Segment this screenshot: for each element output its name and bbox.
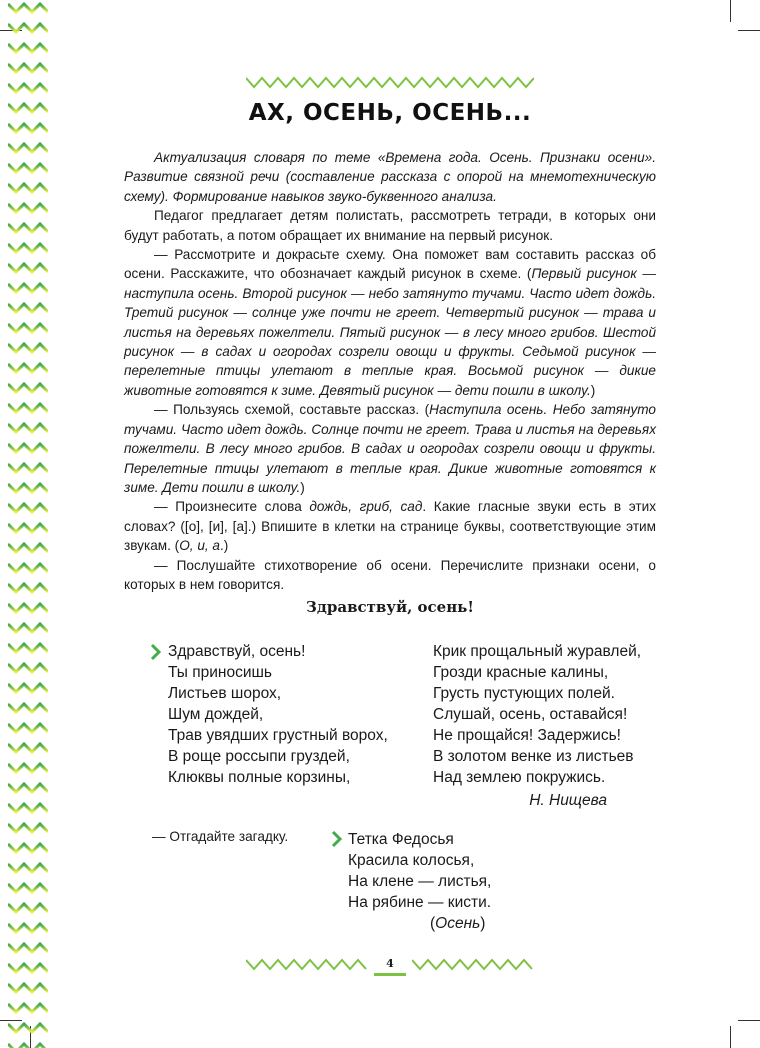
zigzag-line xyxy=(8,744,48,752)
zigzag-line xyxy=(8,84,48,92)
zigzag-line xyxy=(8,364,48,372)
paragraph: — Произнесите слова дождь, гриб, сад. Какие гласные звуки есть в этих словах? ([о], [и], [а].) Впишите в клетки на странице буквы, соответствующие этим звукам. (О, и, а.) xyxy=(124,499,656,554)
zigzag-line xyxy=(8,484,48,492)
zigzag-line xyxy=(8,644,48,652)
paragraph: — Послушайте стихотворение об осени. Перечислите признаки осени, о которых в нем говорится. xyxy=(124,557,656,592)
zigzag-line xyxy=(8,604,48,612)
zigzag-line xyxy=(8,824,48,832)
zigzag-line xyxy=(8,24,48,32)
zigzag-line xyxy=(8,204,48,212)
page-title: АХ, ОСЕНЬ, ОСЕНЬ... xyxy=(248,100,532,126)
zigzag-line xyxy=(8,864,48,872)
zigzag-line xyxy=(8,704,48,712)
paragraph: — Пользуясь схемой, составьте рассказ. (Наступила осень. Небо затянуто тучами. Часто идет дождь. Солнце почти не греет. Трава и листья на деревьях пожелтели. В лесу много грибов. В садах и огородах созрели овощи и фрукты. Перелетные птицы улетают в теплые края. Дикие животные готовятся к зиме. Дети пошли в школу.) xyxy=(124,402,656,495)
zigzag-line xyxy=(8,344,48,352)
poem-line: Над землею покружись. xyxy=(433,769,606,786)
zigzag-line xyxy=(8,564,48,572)
poem-line: Грозди красные калины, xyxy=(433,664,609,681)
poem-line: В золотом венке из листьев xyxy=(433,748,634,765)
zigzag-line xyxy=(8,784,48,792)
decorative-zigzag-top xyxy=(246,76,534,90)
zigzag-line xyxy=(8,764,48,772)
intro-paragraph: Актуализация словаря по теме «Времена года. Осень. Признаки осени». Развитие связной речи (составление рассказа с опорой на мнемотехническую схему). Формирование навыков звуко-буквенного анализа. xyxy=(124,150,656,204)
zigzag-line xyxy=(8,904,48,912)
page-number: 4 xyxy=(386,957,394,970)
page-number-underline xyxy=(374,973,406,976)
zigzag-line xyxy=(8,804,48,812)
crop-mark xyxy=(730,0,731,22)
poem-line: Ты приносишь xyxy=(168,664,273,681)
zigzag-line xyxy=(8,284,48,292)
zigzag-line xyxy=(8,244,48,252)
zigzag-line xyxy=(8,684,48,692)
zigzag-line xyxy=(8,324,48,332)
poem-line: Грусть пустующих полей. xyxy=(433,685,615,702)
body-text xyxy=(124,148,656,594)
zigzag-line xyxy=(8,664,48,672)
poem-line: Шум дождей, xyxy=(168,706,264,723)
zigzag-line xyxy=(8,404,48,412)
zigzag-line xyxy=(8,724,48,732)
poem-line: На клене — листья, xyxy=(348,873,492,890)
decorative-zigzag-strip xyxy=(8,0,48,1048)
poem-line: Трав увядших грустный ворох, xyxy=(168,727,388,744)
zigzag-line xyxy=(8,1024,48,1032)
poem-line: Тетка Федосья xyxy=(348,831,454,848)
crop-mark xyxy=(738,30,760,31)
crop-mark xyxy=(730,1026,731,1048)
zigzag-line xyxy=(8,124,48,132)
poem-line: Здравствуй, осень! xyxy=(168,643,306,660)
zigzag-line xyxy=(8,504,48,512)
zigzag-line xyxy=(8,424,48,432)
poem-line: В роще россыпи груздей, xyxy=(168,748,350,765)
paragraph: Педагог предлагает детям полистать, рассмотреть тетради, в которых они будут работать, а потом обращает их внимание на первый рисунок. xyxy=(124,208,656,243)
zigzag-line xyxy=(8,464,48,472)
zigzag-line xyxy=(8,1004,48,1012)
paragraph: — Рассмотрите и докрасьте схему. Она поможет вам составить рассказ об осени. Расскажите, что обозначает каждый рисунок в схеме. (Первый рисунок — наступила осень. Второй рисунок — небо затянуто тучами. Часто идет дождь. Третий рисунок — солнце уже почти не греет. Четвертый рисунок — трава и листья на деревьях пожелтели. Пятый рисунок — в лесу много грибов. Шестой рисунок — в садах и огородах созрели овощи и фрукты. Седьмой рисунок — перелетные птицы улетают в теплые края. Восьмой рисунок — дикие животные готовятся к зиме. Девятый рисунок — дети пошли в школу.) xyxy=(124,247,656,398)
riddle-answer: (Осень) xyxy=(430,915,486,932)
chevron-right-icon xyxy=(331,830,343,848)
zigzag-line xyxy=(8,224,48,232)
zigzag-line xyxy=(8,944,48,952)
zigzag-line xyxy=(8,384,48,392)
zigzag-line xyxy=(8,104,48,112)
zigzag-line xyxy=(8,444,48,452)
zigzag-line xyxy=(8,924,48,932)
poem-line: Не прощайся! Задержись! xyxy=(433,727,621,744)
zigzag-line xyxy=(8,44,48,52)
poem-author: Н. Нищева xyxy=(529,792,607,809)
poem-line: Слушай, осень, оставайся! xyxy=(433,706,628,723)
crop-mark xyxy=(738,1020,760,1021)
poem-title: Здравствуй, осень! xyxy=(306,598,474,616)
riddle-prompt: — Отгадайте загадку. xyxy=(152,829,289,844)
zigzag-line xyxy=(8,544,48,552)
poem-left-column xyxy=(168,641,388,788)
zigzag-line xyxy=(8,1044,48,1048)
zigzag-line xyxy=(8,304,48,312)
zigzag-line xyxy=(8,584,48,592)
poem-line: На рябине — кисти. xyxy=(348,894,492,911)
poem-line: Крик прощальный журавлей, xyxy=(433,643,642,660)
decorative-zigzag-bottom-right xyxy=(412,958,534,972)
zigzag-line xyxy=(8,4,48,12)
poem-line: Клюквы полные корзины, xyxy=(168,769,351,786)
poem-line: Красила колосья, xyxy=(348,852,475,869)
zigzag-line xyxy=(8,884,48,892)
zigzag-line xyxy=(8,144,48,152)
zigzag-line xyxy=(8,844,48,852)
decorative-zigzag-bottom-left xyxy=(246,958,368,972)
zigzag-line xyxy=(8,624,48,632)
riddle-text xyxy=(348,829,491,934)
chevron-right-icon xyxy=(150,643,162,661)
zigzag-line xyxy=(8,964,48,972)
zigzag-line xyxy=(8,264,48,272)
zigzag-line xyxy=(8,184,48,192)
zigzag-line xyxy=(8,984,48,992)
zigzag-line xyxy=(8,164,48,172)
zigzag-line xyxy=(8,64,48,72)
poem-line: Листьев шорох, xyxy=(168,685,282,702)
zigzag-line xyxy=(8,524,48,532)
poem-right-column xyxy=(433,641,651,811)
